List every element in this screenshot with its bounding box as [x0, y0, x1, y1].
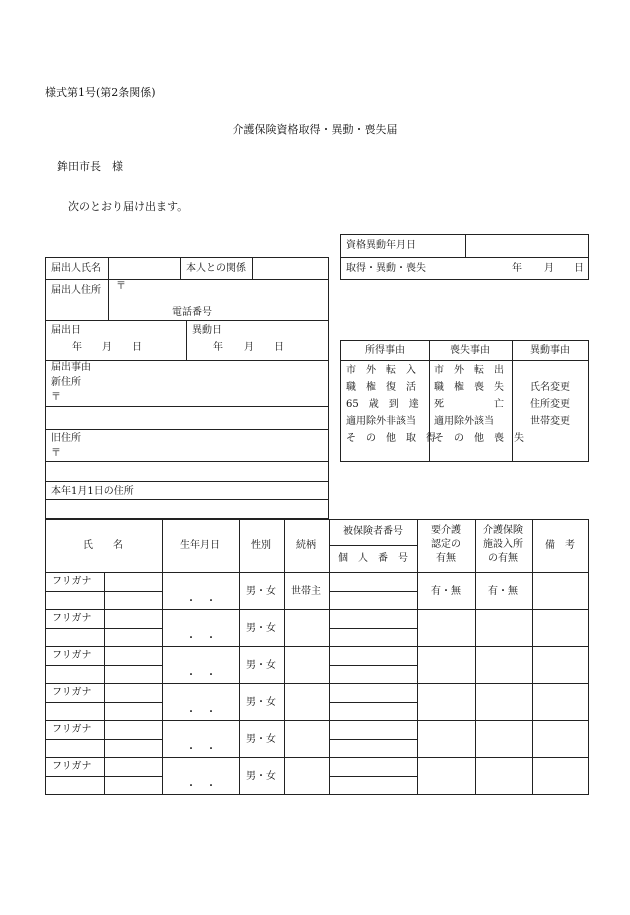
postal-mark: 〒 [116, 281, 126, 292]
sex-choice[interactable]: 男・女 [246, 734, 276, 745]
sex-choice[interactable]: 男・女 [246, 771, 276, 782]
change-item[interactable]: 住所変更 [530, 399, 570, 410]
acquire-item[interactable]: そ の 他 取 得 [346, 433, 436, 444]
page-title: 介護保険資格取得・異動・喪失届 [232, 123, 398, 136]
acquire-item[interactable]: 市 外 転 入 [346, 365, 416, 376]
birth-dots: ・ ・ [186, 744, 216, 755]
birth-dots: ・ ・ [186, 707, 216, 718]
relation-label: 本人との関係 [186, 263, 246, 274]
change-day: 日 [274, 342, 284, 353]
col-name: 氏 名 [83, 540, 123, 551]
old-address-label: 旧住所 [51, 433, 81, 444]
col-birth: 生年月日 [180, 540, 220, 551]
birth-dots: ・ ・ [186, 633, 216, 644]
old-postal-mark: 〒 [51, 448, 61, 459]
change-header: 異動事由 [530, 345, 570, 356]
phone-label: 電話番号 [172, 307, 212, 318]
loss-item[interactable]: そ の 他 喪 失 [434, 433, 524, 444]
furigana-label: フリガナ [52, 576, 92, 587]
col-care: 要介護 [431, 525, 461, 536]
change-item[interactable]: 世帯変更 [530, 416, 570, 427]
sex-choice[interactable]: 男・女 [246, 586, 276, 597]
change-item[interactable]: 氏名変更 [530, 382, 570, 393]
loss-item[interactable]: 市 外 転 出 [434, 365, 504, 376]
reason-label: 届出事由 [51, 362, 91, 373]
notify-month: 月 [102, 342, 112, 353]
relation-field[interactable] [254, 259, 327, 277]
furigana-label: フリガナ [52, 724, 92, 735]
facility-choice[interactable]: 有・無 [488, 586, 518, 597]
sex-choice[interactable]: 男・女 [246, 623, 276, 634]
care-choice[interactable]: 有・無 [431, 586, 461, 597]
intro-text: 次のとおり届け出ます。 [68, 200, 189, 213]
jan1-address-field[interactable] [47, 501, 327, 517]
birth-dots: ・ ・ [186, 781, 216, 792]
furigana-label: フリガナ [52, 761, 92, 772]
change-date2-label: 異動日 [192, 325, 222, 336]
jan1-address-label: 本年1月1日の住所 [51, 486, 134, 497]
addressee: 鉾田市長 様 [57, 160, 123, 173]
loss-item[interactable]: 適用除外該当 [434, 416, 494, 427]
notify-date-label: 届出日 [51, 325, 81, 336]
loss-item[interactable]: 死 亡 [434, 399, 504, 410]
furigana-label: フリガナ [52, 687, 92, 698]
col-sex: 性別 [251, 540, 271, 551]
loss-header: 喪失事由 [450, 345, 490, 356]
col-care: 有無 [436, 553, 456, 564]
applicant-name-label: 届出人氏名 [51, 263, 101, 274]
col-personal-no: 個 人 番 号 [338, 553, 408, 564]
change-year: 年 [213, 342, 223, 353]
new-address-label: 新住所 [51, 377, 81, 388]
birth-dots: ・ ・ [186, 670, 216, 681]
col-insured-no: 被保険者番号 [343, 526, 403, 537]
col-care: 認定の [431, 539, 461, 550]
applicant-address-label: 届出人住所 [51, 285, 101, 296]
new-postal-mark: 〒 [51, 392, 61, 403]
col-facility: の有無 [488, 553, 518, 564]
acquire-item[interactable]: 65 歳 到 達 [346, 399, 419, 410]
loss-item[interactable]: 職 権 喪 失 [434, 382, 504, 393]
sex-choice[interactable]: 男・女 [246, 697, 276, 708]
col-remarks: 備 考 [545, 540, 575, 551]
sex-choice[interactable]: 男・女 [246, 660, 276, 671]
relation-value: 世帯主 [291, 586, 321, 597]
acquire-item[interactable]: 適用除外非該当 [346, 416, 416, 427]
type-label: 取得・異動・喪失 [346, 263, 426, 274]
year-label: 年 [512, 263, 522, 274]
new-address-field[interactable] [66, 390, 326, 406]
change-month: 月 [244, 342, 254, 353]
applicant-address-field[interactable] [110, 281, 327, 303]
notify-day: 日 [132, 342, 142, 353]
change-date-field[interactable] [468, 236, 586, 255]
month-label: 月 [544, 263, 554, 274]
col-facility: 施設入所 [483, 539, 523, 550]
birth-dots: ・ ・ [186, 596, 216, 607]
change-date-label: 資格異動年月日 [346, 240, 416, 251]
col-relation: 続柄 [296, 540, 316, 551]
day-label: 日 [574, 263, 584, 274]
acquire-header: 所得事由 [365, 345, 405, 356]
applicant-name-field[interactable] [110, 259, 178, 277]
furigana-label: フリガナ [52, 650, 92, 661]
furigana-label: フリガナ [52, 613, 92, 624]
acquire-item[interactable]: 職 権 復 活 [346, 382, 416, 393]
notify-year: 年 [72, 342, 82, 353]
col-facility: 介護保険 [483, 525, 523, 536]
form-number: 様式第1号(第2条関係) [45, 86, 156, 99]
old-address-field[interactable] [66, 446, 326, 461]
